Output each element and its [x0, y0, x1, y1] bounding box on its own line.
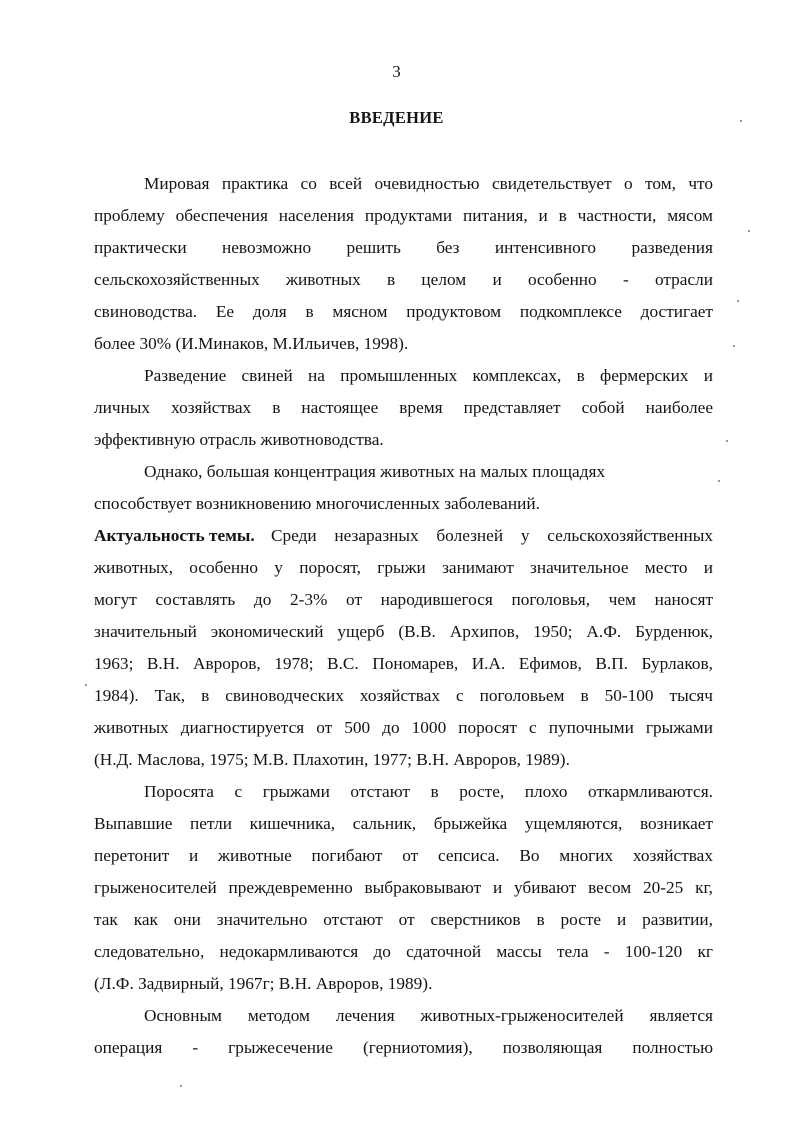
text-line: эффективную отрасль животноводства.: [94, 430, 384, 449]
scan-artifact: [740, 120, 742, 122]
text-line: животных диагностируется от 500 до 1000 поросят с пупочными грыжами: [94, 718, 713, 737]
text-line: Среди незаразных болезней у сельскохозяйственных: [271, 526, 713, 545]
text-line: 1984). Так, в свиноводческих хозяйствах с поголовьем в 50-100 тысяч: [94, 686, 713, 705]
text-line: способствует возникновению многочисленных заболеваний.: [94, 494, 540, 513]
text-line: более 30% (И.Минаков, М.Ильичев, 1998).: [94, 334, 409, 353]
text-line: (Л.Ф. Задвирный, 1967г; В.Н. Авроров, 1989).: [94, 974, 433, 993]
text-line: Поросята с грыжами отстают в росте, плохо откармливаются.: [144, 782, 713, 801]
text-line: проблему обеспечения населения продуктами питания, и в частности, мясом: [94, 206, 713, 225]
text-line: Разведение свиней на промышленных комплексах, в фермерских и: [144, 366, 713, 385]
text-line: 1963; В.Н. Авроров, 1978; В.С. Пономарев, И.А. Ефимов, В.П. Бурлаков,: [94, 654, 713, 673]
text-line: животных, особенно у поросят, грыжи занимают значительное место и: [94, 558, 713, 577]
scan-artifact: [718, 480, 720, 482]
text-line: перетонит и животные погибают от сепсиса. Во многих хозяйствах: [94, 846, 713, 865]
text-line: Однако, большая концентрация животных на малых площадях: [144, 462, 606, 481]
text-line: значительный экономический ущерб (В.В. Архипов, 1950; А.Ф. Бурденюк,: [94, 622, 713, 641]
scan-artifact: [733, 345, 735, 347]
text-line: так как они значительно отстают от сверстников в росте и развитии,: [94, 910, 713, 929]
scan-artifact: [726, 440, 728, 442]
text-line: Выпавшие петли кишечника, сальник, брыжейка ущемляются, возникает: [94, 814, 713, 833]
text-line: личных хозяйствах в настоящее время представляет собой наиболее: [94, 398, 713, 417]
text-line: (Н.Д. Маслова, 1975; М.В. Плахотин, 1977; В.Н. Авроров, 1989).: [94, 750, 570, 769]
text-line: сельскохозяйственных животных в целом и особенно - отрасли: [94, 270, 713, 289]
section-lead: [94, 526, 264, 546]
text-line: грыженосителей преждевременно выбраковывают и убивают весом 20-25 кг,: [94, 878, 713, 897]
text-line: Мировая практика со всей очевидностью свидетельствует о том, что: [144, 174, 713, 193]
text-line: следовательно, недокармливаются до сдаточной массы тела - 100-120 кг: [94, 942, 713, 961]
scan-artifact: [737, 300, 739, 302]
text-line: свиноводства. Ее доля в мясном продуктовом подкомплексе достигает: [94, 302, 713, 321]
scan-artifact: [748, 230, 750, 232]
text-line: операция - грыжесечение (герниотомия), позволяющая полностью: [94, 1038, 713, 1057]
text-line: Основным методом лечения животных-грыженосителей является: [144, 1006, 713, 1025]
page-title: ВВЕДЕНИЕ: [349, 108, 444, 127]
scan-artifact: [180, 1085, 182, 1087]
text-line: практически невозможно решить без интенсивного разведения: [94, 238, 713, 257]
scan-artifact: [85, 684, 87, 686]
bold-lead: Актуальность темы.: [94, 526, 255, 545]
page-number: 3: [392, 62, 401, 81]
text-line: могут составлять до 2-3% от народившегося поголовья, чем наносят: [94, 590, 713, 609]
